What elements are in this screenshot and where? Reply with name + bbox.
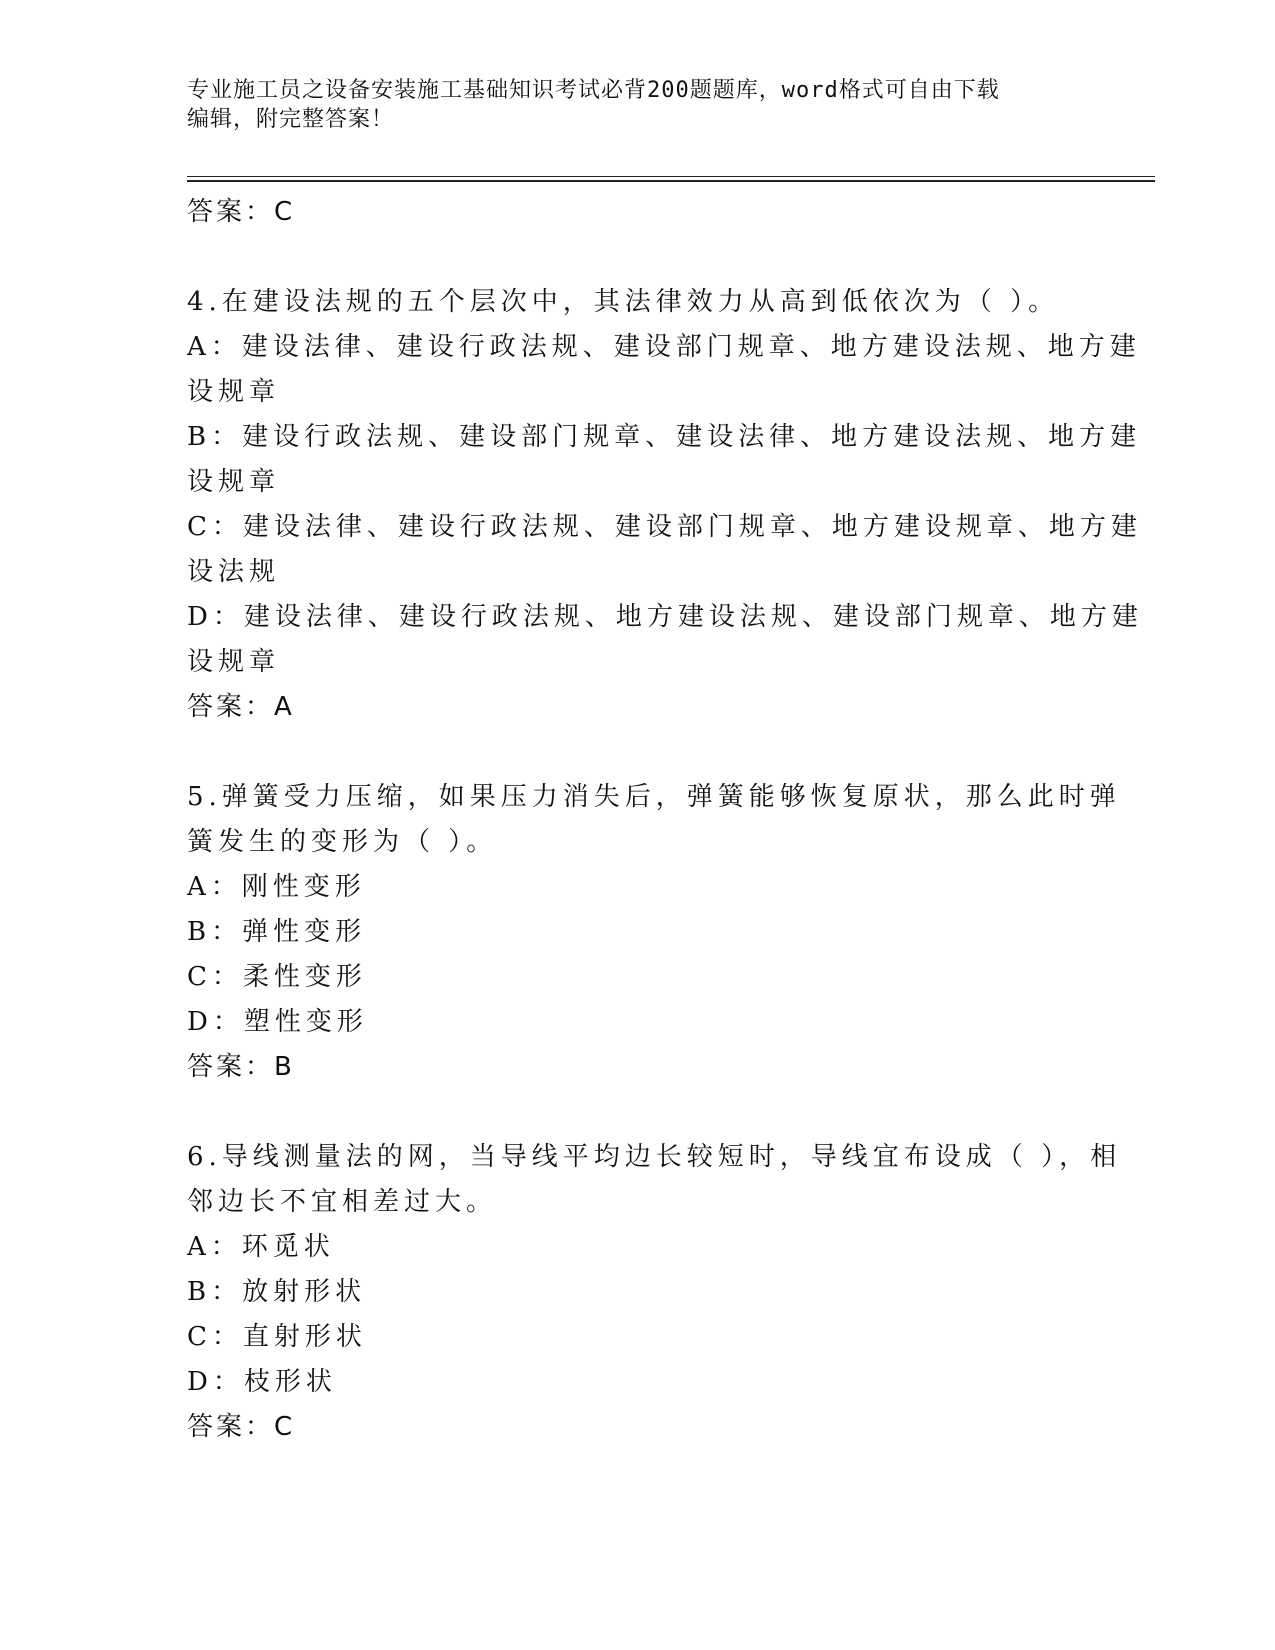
stem-line: 6.导线测量法的网，当导线平均边长较短时，导线宜布设成（ ），相 (187, 1142, 1122, 1172)
header-line-1: 专业施工员之设备安装施工基础知识考试必背200题题库，word格式可自由下载 (187, 78, 1000, 103)
header-rule-thin (187, 176, 1155, 177)
question-6-option-d: D：枝形状 (187, 1367, 337, 1397)
option-text-continued: 设规章 (187, 467, 281, 497)
option-text-continued: 设规章 (187, 377, 281, 407)
answer-prev-question: 答案：C (187, 197, 296, 227)
stem-line: 5.弹簧受力压缩，如果压力消失后，弹簧能够恢复原状，那么此时弹 (187, 782, 1121, 812)
question-6-option-a: A：环觅状 (187, 1232, 335, 1262)
document-header (187, 76, 1087, 134)
question-5-option-d: D：塑性变形 (187, 1007, 368, 1037)
header-rule-thick (187, 180, 1155, 182)
question-4 (187, 280, 1143, 730)
option-text: A：建设法律、建设行政法规、建设部门规章、地方建设法规、地方建 (187, 332, 1141, 362)
question-4-stem: 4.在建设法规的五个层次中，其法律效力从高到低依次为（ ）。 (187, 287, 1060, 317)
question-6-stem (187, 1135, 1122, 1225)
question-4-answer: 答案：A (187, 692, 295, 722)
header-line-2: 编辑，附完整答案！ (187, 107, 395, 132)
option-text-continued: 设规章 (187, 647, 281, 677)
question-5-stem (187, 775, 1121, 865)
question-4-option-d (187, 595, 1143, 685)
option-text: C：建设法律、建设行政法规、建设部门规章、地方建设规章、地方建 (187, 512, 1142, 542)
stem-line-continued: 邻边长不宜相差过大。 (187, 1187, 498, 1217)
question-6 (187, 1135, 1122, 1450)
question-4-option-a (187, 325, 1141, 415)
question-6-option-c: C：直射形状 (187, 1322, 367, 1352)
option-text: B：建设行政法规、建设部门规章、建设法律、地方建设法规、地方建 (187, 422, 1142, 452)
question-5-answer: 答案：B (187, 1052, 295, 1082)
question-5-option-a: A：刚性变形 (187, 872, 366, 902)
question-6-answer: 答案：C (187, 1412, 296, 1442)
question-4-option-b (187, 415, 1142, 505)
option-text: D：建设法律、建设行政法规、地方建设法规、建设部门规章、地方建 (187, 602, 1143, 632)
option-text-continued: 设法规 (187, 557, 281, 587)
stem-line-continued: 簧发生的变形为（ ）。 (187, 827, 498, 857)
question-6-option-b: B：放射形状 (187, 1277, 367, 1307)
question-list (187, 190, 1143, 1450)
question-5-option-c: C：柔性变形 (187, 962, 367, 992)
question-5-option-b: B：弹性变形 (187, 917, 367, 947)
question-4-option-c (187, 505, 1142, 595)
question-5 (187, 775, 1121, 1090)
